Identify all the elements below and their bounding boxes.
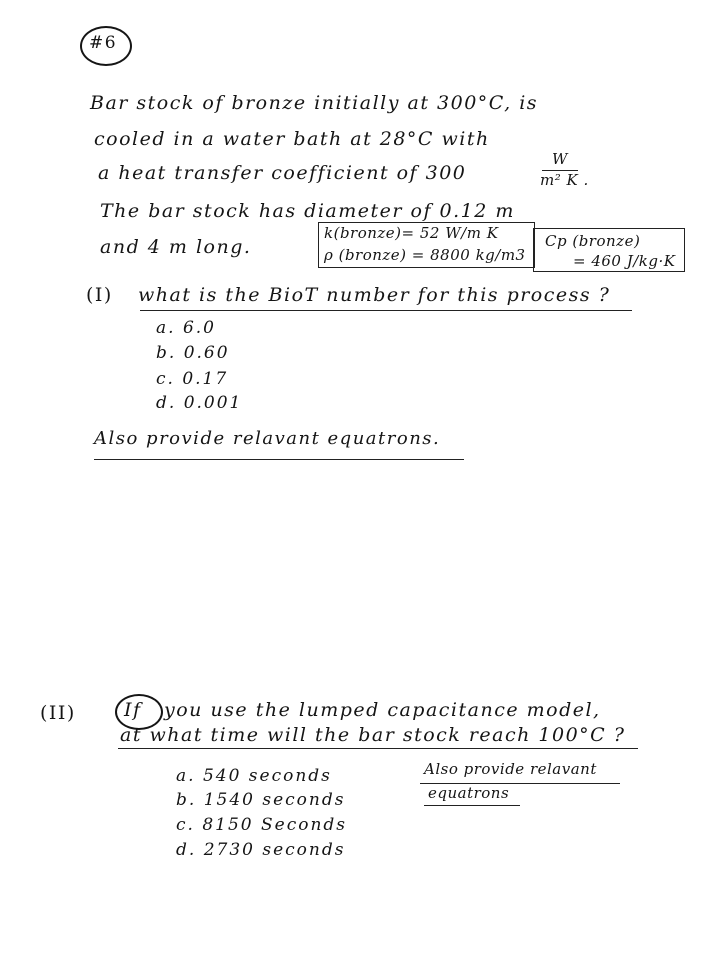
property-cp-value: = 460 J/kg·K bbox=[573, 252, 676, 270]
part1-note-underline bbox=[94, 459, 464, 460]
part1-option-b: b. 0.60 bbox=[156, 343, 230, 363]
part2-note-underline-2 bbox=[424, 805, 520, 806]
statement-line-2: cooled in a water bath at 28°C with bbox=[94, 128, 490, 150]
part1-option-a: a. 6.0 bbox=[156, 318, 216, 338]
part2-question-line-2: at what time will the bar stock reach 100°C ? bbox=[120, 724, 626, 746]
part2-option-c: c. 8150 Seconds bbox=[176, 815, 348, 835]
property-rho: ρ (bronze) = 8800 kg/m3 bbox=[324, 246, 526, 264]
problem-number: #6 bbox=[89, 33, 118, 53]
part2-numeral: (II) bbox=[40, 702, 76, 724]
h-unit-denominator: m² K . bbox=[540, 171, 589, 189]
part2-option-b: b. 1540 seconds bbox=[176, 790, 346, 810]
statement-line-5: and 4 m long. bbox=[100, 236, 252, 258]
part2-underline bbox=[118, 748, 638, 749]
part1-underline bbox=[140, 310, 632, 311]
part1-option-d: d. 0.001 bbox=[156, 393, 243, 413]
part2-if-word: If bbox=[124, 699, 142, 721]
part2-note-line-2: equatrons bbox=[428, 784, 510, 802]
part2-note-line-1: Also provide relavant bbox=[424, 760, 597, 778]
property-cp-label: Cp (bronze) bbox=[545, 232, 641, 250]
property-k: k(bronze)= 52 W/m K bbox=[324, 224, 499, 242]
part2-question-line-1: you use the lumped capacitance model, bbox=[164, 699, 601, 721]
part1-option-c: c. 0.17 bbox=[156, 369, 229, 389]
part1-question: what is the BioT number for this process ? bbox=[138, 284, 611, 306]
part2-option-d: d. 2730 seconds bbox=[176, 840, 346, 860]
part1-note: Also provide relavant equatrons. bbox=[94, 428, 441, 449]
statement-line-1: Bar stock of bronze initially at 300°C, is bbox=[90, 92, 539, 114]
part1-numeral: (I) bbox=[86, 284, 113, 306]
part2-option-a: a. 540 seconds bbox=[176, 766, 332, 786]
h-unit-numerator: W bbox=[552, 150, 568, 168]
h-unit-fraction bbox=[540, 150, 630, 194]
statement-line-3: a heat transfer coefficient of 300 bbox=[98, 162, 467, 184]
statement-line-4: The bar stock has diameter of 0.12 m bbox=[100, 200, 515, 222]
